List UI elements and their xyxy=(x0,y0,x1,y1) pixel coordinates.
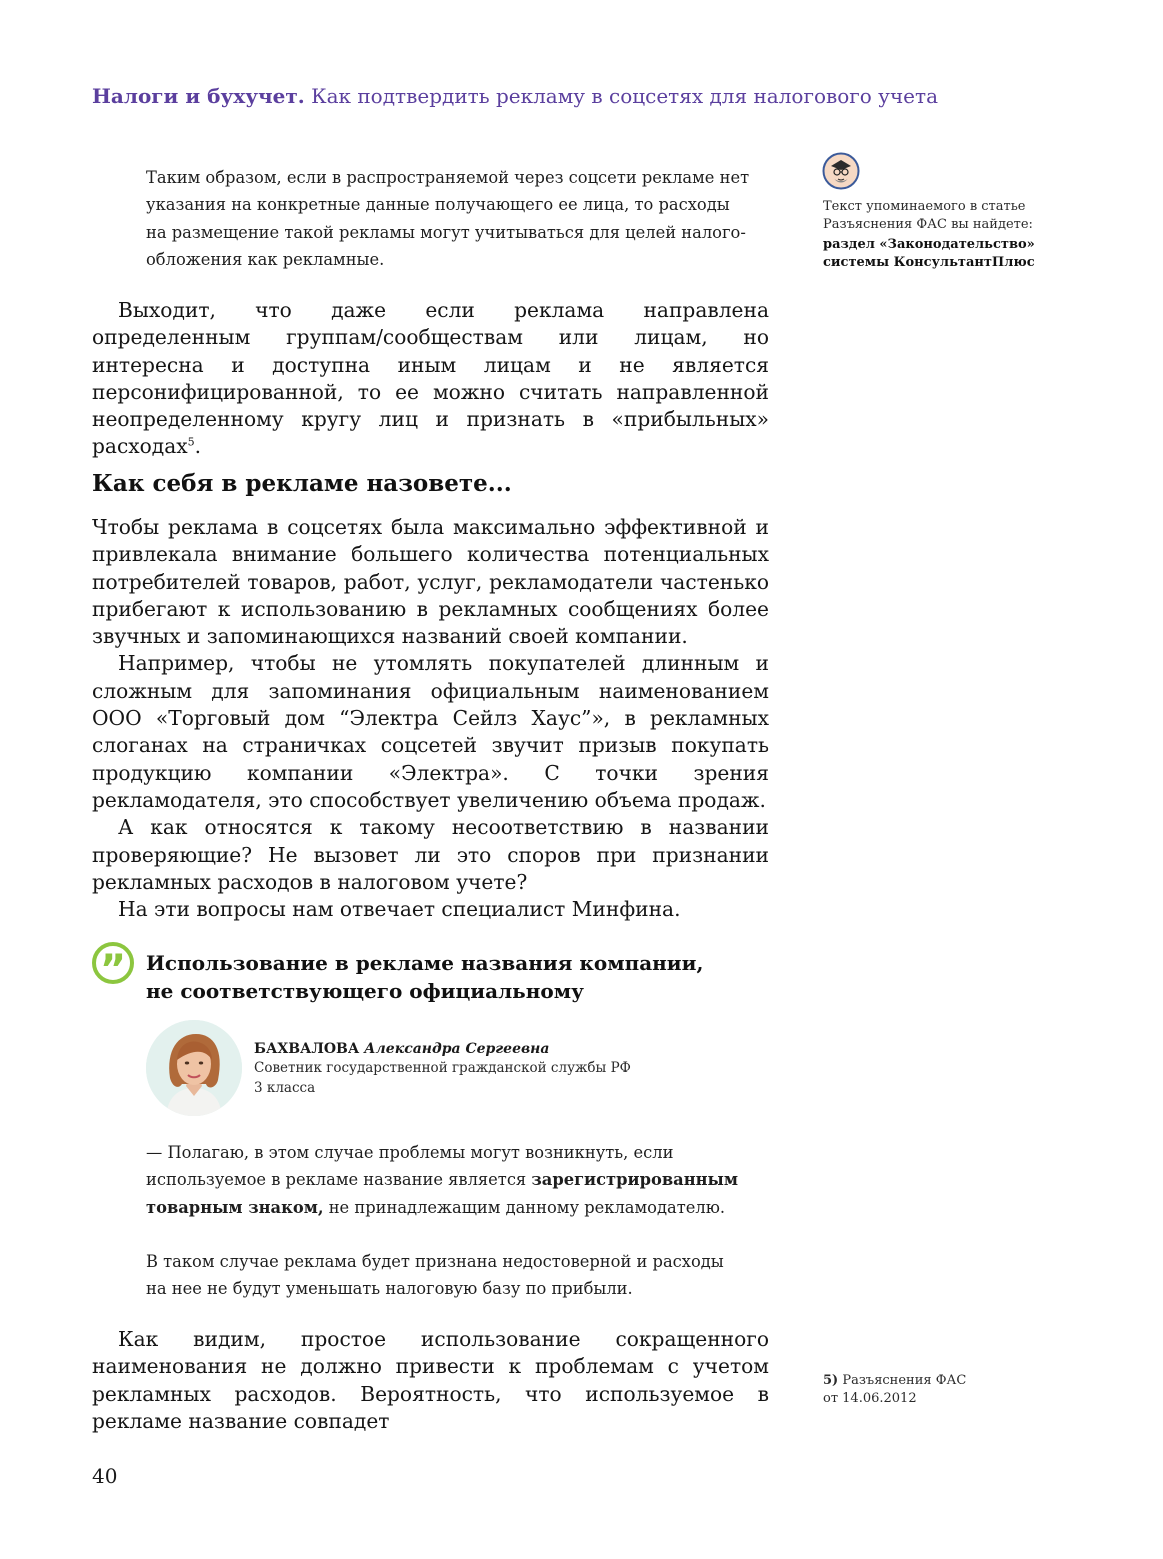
footnote xyxy=(823,1372,1103,1407)
answer-paragraph xyxy=(146,1248,766,1303)
paragraph: Например, чтобы не утомлять покупателей длинным и сложным для запоминания официальным наименованием ООО «Торговый дом “Электра Сейлз Хаус”», в рекламных слоганах на страничках соцсетей звучит призыв покупать продукцию компании «Электра». С точки зрения рекламодателя, это способствует увеличению объема продаж. xyxy=(92,651,769,812)
sidebar-note xyxy=(823,198,1103,271)
footnote-ref[interactable]: 5 xyxy=(187,435,195,449)
quote-icon xyxy=(92,942,134,993)
section-heading: Как себя в рекламе назовете... xyxy=(92,470,512,497)
answer-text: не принадлежащим данному рекламодателю. xyxy=(323,1197,726,1217)
consultant-mascot-icon xyxy=(822,152,860,190)
final-paragraph xyxy=(92,1326,769,1435)
section-body xyxy=(92,514,769,923)
expert-avatar xyxy=(146,1020,242,1116)
note-link-line: раздел «Законодательство» xyxy=(823,237,1035,252)
header-title: Как подтвердить рекламу в соцсетях для налогового учета xyxy=(311,84,938,108)
topic-line: не соответствующего официальному xyxy=(146,979,584,1003)
header-section: Налоги и бухучет. xyxy=(92,84,305,108)
expert-portrait-icon xyxy=(146,1020,242,1116)
expert-role xyxy=(254,1059,674,1098)
role-line: Советник государственной гражданской службы РФ xyxy=(254,1060,631,1076)
expert-name xyxy=(254,1040,754,1059)
page-number: 40 xyxy=(92,1464,118,1488)
footnote-text: Разъяснения ФАС xyxy=(842,1373,967,1388)
intro-quote xyxy=(146,164,766,273)
expert-answer xyxy=(146,1139,766,1302)
note-link-line: системы КонсультантПлюс xyxy=(823,254,1035,270)
footnote-line xyxy=(823,1372,1103,1390)
note-line: Разъяснения ФАС вы найдете: xyxy=(823,216,1033,232)
paragraph: Чтобы реклама в соцсетях была максимально эффективной и привлекала внимание большего количества потенциальных потребителей товаров, работ, услуг, рекламодатели частенько прибегают к использованию в рекламных сообщениях более звучных и запоминающихся названий своей компании. xyxy=(92,515,769,649)
paragraph-1 xyxy=(92,297,769,461)
paragraph-end: . xyxy=(194,434,202,459)
expert-given-name: Александра Сергеевна xyxy=(364,1041,550,1057)
paragraph: Как видим, простое использование сокращенного наименования не должно привести к проблемам с учетом рекламных расходов. Вероятность, что используемое в рекламе название совпадет xyxy=(92,1327,769,1433)
expert-surname: БАХВАЛОВА xyxy=(254,1041,360,1057)
answer-text: — Полагаю, в этом случае проблемы могут возникнуть, если используемое в рекламе название является xyxy=(146,1143,674,1190)
footnote-number: 5) xyxy=(823,1373,839,1388)
paragraph: На эти вопросы нам отвечает специалист Минфина. xyxy=(118,897,681,922)
intro-line: обложения как рекламные. xyxy=(146,249,385,269)
answer-paragraph xyxy=(146,1139,766,1221)
paragraph-text: Выходит, что даже если реклама направлена определенным группам/сообществам или лицам, но интересна и доступна иным лицам и не является персонифицированной, то ее можно считать направленной неопределенному кругу лиц и признать в «прибыльных» расходах xyxy=(92,298,769,459)
intro-line: указания на конкретные данные получающего ее лица, то расходы xyxy=(146,195,730,215)
footnote-line: от 14.06.2012 xyxy=(823,1390,917,1406)
paragraph xyxy=(92,297,769,461)
expert-topic-title xyxy=(146,949,766,1005)
answer-line: на нее не будут уменьшать налоговую базу по прибыли. xyxy=(146,1279,633,1299)
note-line: Текст упоминаемого в статье xyxy=(823,199,1026,214)
answer-emphasis: зарегистрированным товарным знаком, xyxy=(146,1170,738,1217)
answer-line: В таком случае реклама будет признана недостоверной и расходы xyxy=(146,1251,724,1271)
paragraph: А как относятся к такому несоответствию в названии проверяющие? Не вызовет ли это споров при признании рекламных расходов в налоговом учете? xyxy=(92,815,769,894)
intro-line: Таким образом, если в распространяемой через соцсети рекламе нет xyxy=(146,168,750,187)
quote-mark: ” xyxy=(99,947,127,993)
role-line: 3 класса xyxy=(254,1079,316,1096)
intro-line: на размещение такой рекламы могут учитываться для целей налого- xyxy=(146,222,746,242)
topic-line: Использование в рекламе названия компании, xyxy=(146,951,704,975)
running-header xyxy=(92,82,1092,110)
